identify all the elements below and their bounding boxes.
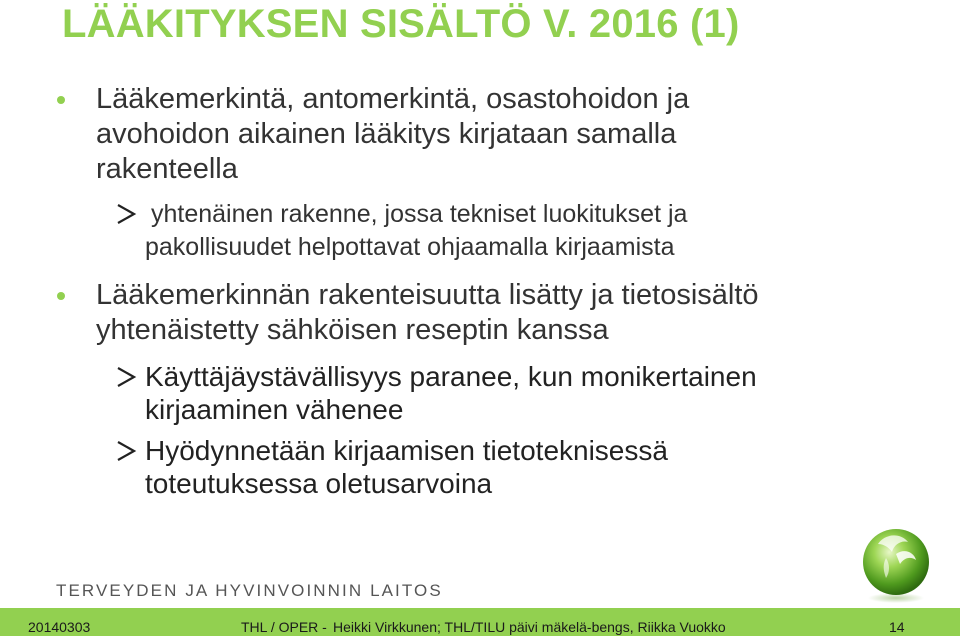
sub-bullet-1-1-line-1: yhtenäinen rakenne, jossa tekniset luokitukset ja [151,200,688,228]
footer-page-number: 14 [889,619,905,635]
arrow-chevron-icon [116,203,138,225]
organization-name: TERVEYDEN JA HYVINVOINNIN LAITOS [56,581,443,600]
footer-authors: Heikki Virkkunen; THL/TILU päivi mäkelä-bengs, Riikka Vuokko [333,619,726,635]
bullet-1-line-2: avohoidon aikainen lääkitys kirjataan samalla [96,118,677,150]
arrow-chevron-icon [116,440,138,462]
thl-globe-logo [856,524,936,604]
sub-bullet-2-1-line-2: kirjaaminen vähenee [145,394,404,425]
bullet-2-line-2: yhtenäistetty sähköisen reseptin kanssa [96,314,609,346]
footer-org: THL / OPER - [241,619,327,635]
sub-bullet-2-2-line-1: Hyödynnetään kirjaamisen tietoteknisessä [145,435,668,466]
footer-date: 20140303 [28,619,91,635]
arrow-chevron-icon [116,366,138,388]
sub-bullet-2-1-line-1: Käyttäjäystävällisyys paranee, kun monikertainen [145,361,757,392]
bullet-dot-1 [57,96,65,104]
sub-bullet-2-2-line-2: toteutuksessa oletusarvoina [145,468,493,499]
bullet-1-line-1: Lääkemerkintä, antomerkintä, osastohoidon ja [96,83,690,115]
bullet-2-line-1: Lääkemerkinnän rakenteisuutta lisätty ja tietosisältö [96,279,759,311]
bullet-1-line-3: rakenteella [96,153,238,185]
sub-bullet-1-1-line-2: pakollisuudet helpottavat ohjaamalla kirjaamista [145,233,675,261]
bullet-dot-2 [57,292,65,300]
slide-title: LÄÄKITYKSEN SISÄLTÖ V. 2016 (1) [62,2,740,46]
